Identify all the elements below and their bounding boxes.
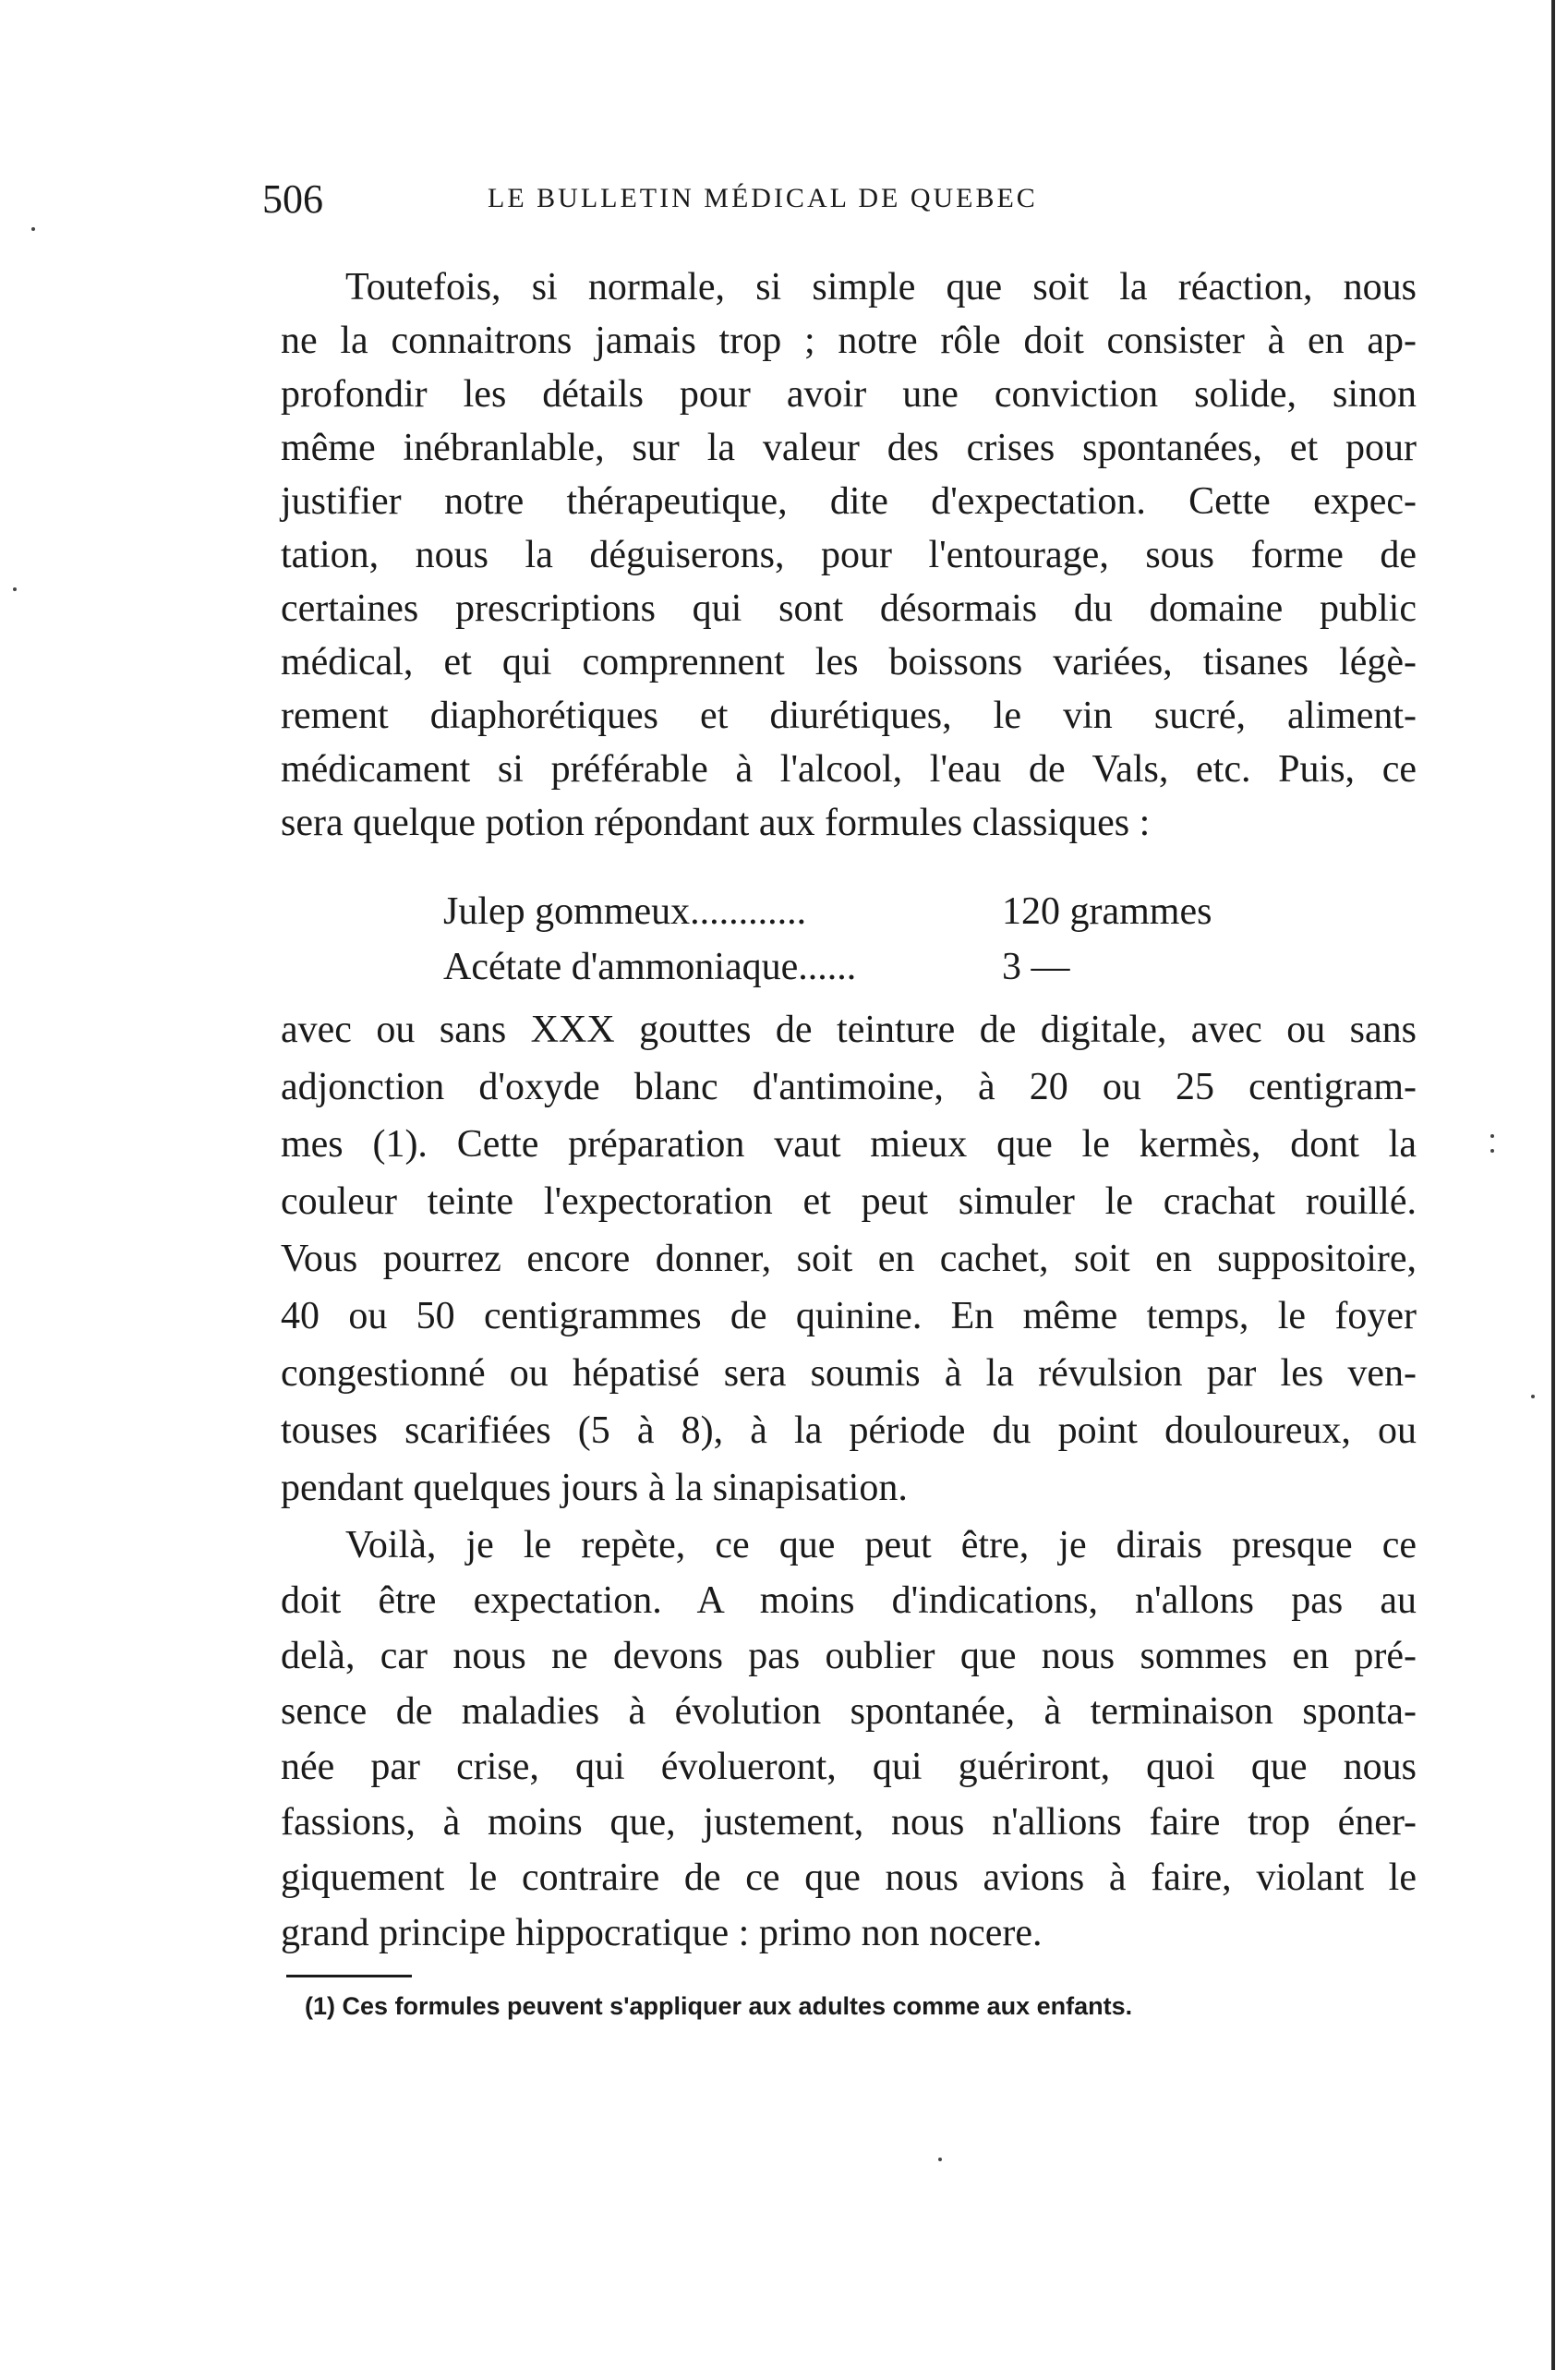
paragraph-line: médical, et qui comprennent les boissons variées, tisanes légè- bbox=[281, 641, 1417, 683]
paragraph-line: Toutefois, si normale, si simple que soit la réaction, nous bbox=[345, 266, 1417, 308]
scan-speck bbox=[1490, 1149, 1494, 1153]
paragraph-line: mes (1). Cette préparation vaut mieux que le kermès, dont la bbox=[281, 1123, 1417, 1166]
paragraph-line: pendant quelques jours à la sinapisation. bbox=[281, 1467, 908, 1509]
paragraph-line: delà, car nous ne devons pas oublier que nous sommes en pré- bbox=[281, 1635, 1417, 1677]
footnote: (1) Ces formules peuvent s'appliquer aux adultes comme aux enfants. bbox=[305, 1992, 1133, 2020]
formula-row bbox=[0, 885, 1568, 938]
paragraph-line: fassions, à moins que, justement, nous n'allions faire trop éner- bbox=[281, 1801, 1417, 1844]
paragraph-line: même inébranlable, sur la valeur des crises spontanées, et pour bbox=[281, 427, 1417, 469]
formula-ingredient: Julep gommeux............ bbox=[443, 890, 807, 933]
running-title: LE BULLETIN MÉDICAL DE QUEBEC bbox=[488, 183, 1038, 213]
paragraph-line: justifier notre thérapeutique, dite d'expectation. Cette expec- bbox=[281, 480, 1417, 523]
paragraph-line: 40 ou 50 centigrammes de quinine. En même temps, le foyer bbox=[281, 1295, 1417, 1337]
paragraph-line: sera quelque potion répondant aux formules classiques : bbox=[281, 802, 1151, 844]
scan-speck bbox=[13, 587, 17, 591]
paragraph-line: sence de maladies à évolution spontanée, à terminaison sponta- bbox=[281, 1690, 1417, 1733]
paragraph-line: ne la connaitrons jamais trop ; notre rôle doit consister à en ap- bbox=[281, 320, 1417, 362]
scan-speck bbox=[1490, 1134, 1494, 1138]
paragraph-line: Vous pourrez encore donner, soit en cachet, soit en suppositoire, bbox=[281, 1238, 1417, 1280]
paragraph-line: tation, nous la déguiserons, pour l'entourage, sous forme de bbox=[281, 534, 1417, 576]
scan-speck bbox=[31, 227, 35, 231]
paragraph-line: née par crise, qui évolueront, qui guériront, quoi que nous bbox=[281, 1746, 1417, 1788]
paragraph-line: doit être expectation. A moins d'indications, n'allons pas au bbox=[281, 1579, 1417, 1622]
paragraph-line: certaines prescriptions qui sont désormais du domaine public bbox=[281, 587, 1417, 630]
paragraph-line: touses scarifiées (5 à 8), à la période du point douloureux, ou bbox=[281, 1409, 1417, 1452]
paragraph-line: grand principe hippocratique : primo non nocere. bbox=[281, 1912, 1043, 1954]
paragraph-line: profondir les détails pour avoir une conviction solide, sinon bbox=[281, 373, 1417, 416]
formula-quantity: 120 grammes bbox=[1002, 890, 1212, 933]
scan-speck bbox=[1531, 1395, 1535, 1398]
paragraph-line: médicament si préférable à l'alcool, l'eau de Vals, etc. Puis, ce bbox=[281, 748, 1417, 791]
formula-row bbox=[0, 940, 1568, 994]
footnote-rule bbox=[286, 1975, 412, 1977]
formula-ingredient: Acétate d'ammoniaque...... bbox=[443, 946, 857, 988]
scan-speck bbox=[938, 2158, 942, 2161]
paragraph-line: rement diaphorétiques et diurétiques, le vin sucré, aliment- bbox=[281, 695, 1417, 737]
paragraph-line: avec ou sans XXX gouttes de teinture de digitale, avec ou sans bbox=[281, 1009, 1417, 1051]
paragraph-line: Voilà, je le repète, ce que peut être, je dirais presque ce bbox=[345, 1524, 1417, 1566]
page-edge-rule bbox=[1551, 0, 1555, 2370]
paragraph-line: congestionné ou hépatisé sera soumis à la révulsion par les ven- bbox=[281, 1352, 1417, 1395]
paragraph-line: giquement le contraire de ce que nous avions à faire, violant le bbox=[281, 1856, 1417, 1899]
paragraph-line: adjonction d'oxyde blanc d'antimoine, à 20 ou 25 centigram- bbox=[281, 1066, 1417, 1108]
formula-quantity: 3 — bbox=[1002, 946, 1070, 988]
page-number: 506 bbox=[262, 176, 323, 222]
paragraph-line: couleur teinte l'expectoration et peut simuler le crachat rouillé. bbox=[281, 1180, 1417, 1223]
